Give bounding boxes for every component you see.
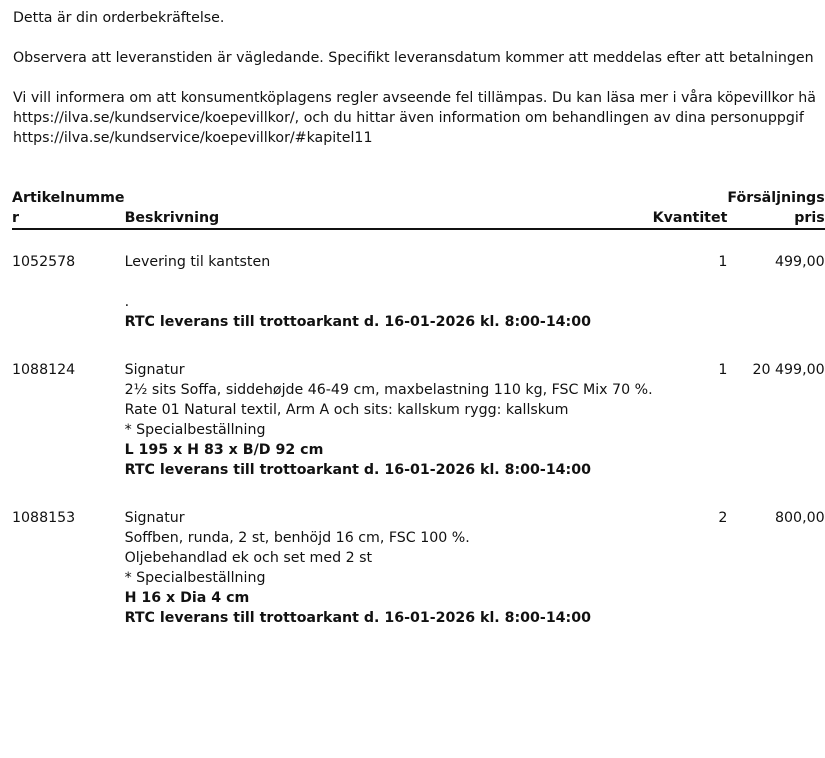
item-description	[125, 252, 653, 332]
item-price: 20 499,00	[752, 362, 825, 378]
header-quantity: Kvantitet	[653, 188, 728, 229]
item-description	[125, 360, 653, 480]
item-dot: .	[124, 294, 130, 310]
header-sales-price: Försäljnings pris	[727, 188, 824, 229]
intro-text	[13, 8, 816, 148]
item-quantity: 2	[718, 510, 728, 526]
item-size: H 16 x Dia 4 cm	[124, 590, 250, 606]
item-description	[125, 508, 653, 628]
delivery-time-notice: Observera att leveranstiden är vägledande. Specifikt leveransdatum kommer att meddelas efter att betalningen	[13, 50, 814, 66]
article-number: 1088124	[12, 362, 76, 378]
item-title: Signatur	[124, 510, 185, 526]
delivery-info: RTC leverans till trottoarkant d. 16-01-2026 kl. 8:00-14:00	[124, 314, 591, 330]
terms-link-text: https://ilva.se/kundservice/koepevillkor/, och du hittar även information om behandlingen av dina personuppgif	[13, 110, 804, 126]
delivery-info: RTC leverans till trottoarkant d. 16-01-2026 kl. 8:00-14:00	[124, 610, 591, 626]
item-price: 800,00	[775, 510, 825, 526]
item-price: 499,00	[775, 254, 825, 270]
order-items-table	[12, 188, 825, 628]
item-detail: 2½ sits Soffa, siddehøjde 46-49 cm, maxbelastning 110 kg, FSC Mix 70 %.	[124, 382, 653, 398]
table-header-row	[12, 188, 825, 229]
delivery-info: RTC leverans till trottoarkant d. 16-01-2026 kl. 8:00-14:00	[124, 462, 591, 478]
item-quantity: 1	[718, 254, 728, 270]
header-description: Beskrivning	[125, 188, 653, 229]
item-size: L 195 x H 83 x B/D 92 cm	[124, 442, 324, 458]
item-detail: * Specialbeställning	[124, 570, 266, 586]
article-number: 1052578	[12, 254, 76, 270]
item-quantity: 1	[718, 362, 728, 378]
item-title: Levering til kantsten	[124, 254, 271, 270]
header-article-number: Artikelnumme r	[12, 188, 125, 229]
confirmation-heading: Detta är din orderbekräftelse.	[13, 10, 225, 26]
table-row	[12, 252, 825, 332]
item-title: Signatur	[124, 362, 185, 378]
article-number: 1088153	[12, 510, 76, 526]
consumer-law-notice: Vi vill informera om att konsumentköplagens regler avseende fel tillämpas. Du kan läsa mer i våra köpevillkor hä	[13, 90, 816, 106]
table-row	[12, 360, 825, 480]
table-row	[12, 508, 825, 628]
item-detail: Rate 01 Natural textil, Arm A och sits: kallskum rygg: kallskum	[124, 402, 569, 418]
item-detail: Soffben, runda, 2 st, benhöjd 16 cm, FSC 100 %.	[124, 530, 470, 546]
item-detail: * Specialbeställning	[124, 422, 266, 438]
item-detail: Oljebehandlad ek och set med 2 st	[124, 550, 373, 566]
privacy-link-text: https://ilva.se/kundservice/koepevillkor/#kapitel11	[13, 130, 373, 146]
